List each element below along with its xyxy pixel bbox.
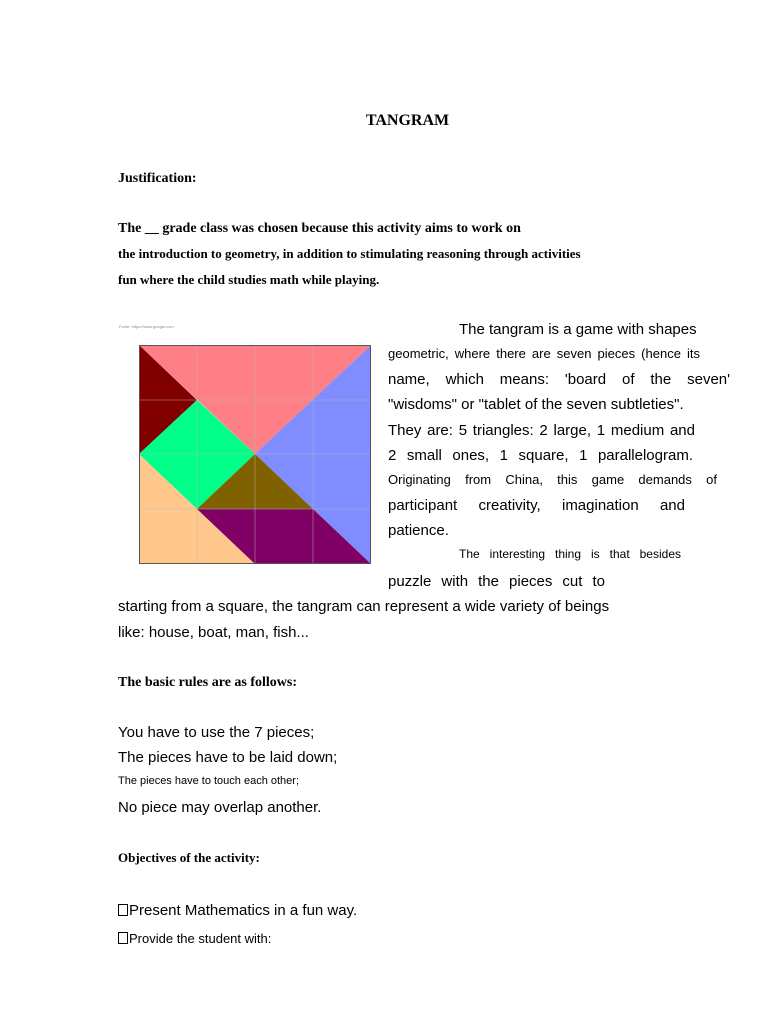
description-line-11: puzzle with the pieces cut to <box>388 573 605 590</box>
rule-item-2: The pieces have to be laid down; <box>118 749 338 766</box>
figure-caption: Fonte: https://www.google.com <box>119 324 174 329</box>
description-line-7: Originating from China, this game demands of <box>388 472 717 487</box>
checkbox-icon <box>118 904 128 916</box>
description-line-12: starting from a square, the tangram can represent a wide variety of beings <box>118 598 610 615</box>
justification-line-2: the introduction to geometry, in addition to stimulating reasoning through activities <box>118 246 581 261</box>
rule-item-1: You have to use the 7 pieces; <box>118 724 315 741</box>
description-line-5: They are: 5 triangles: 2 large, 1 medium and <box>388 422 695 439</box>
justification-heading: Justification: <box>118 171 197 186</box>
rule-item-3: The pieces have to touch each other; <box>118 775 300 787</box>
rules-heading: The basic rules are as follows: <box>118 675 298 690</box>
description-line-9: patience. <box>388 522 449 539</box>
objectives-heading: Objectives of the activity: <box>118 850 260 865</box>
description-line-4: "wisdoms" or "tablet of the seven subtleties". <box>388 396 684 413</box>
description-line-1: The tangram is a game with shapes <box>459 321 697 338</box>
objective-item-1: Present Mathematics in a fun way. <box>118 902 357 919</box>
justification-line-1: The __ grade class was chosen because this activity aims to work on <box>118 221 521 236</box>
description-line-13: like: house, boat, man, fish... <box>118 624 309 641</box>
justification-line-3: fun where the child studies math while playing. <box>118 272 380 287</box>
rule-item-4: No piece may overlap another. <box>118 799 322 816</box>
description-line-2: geometric, where there are seven pieces (hence its <box>388 346 700 361</box>
tangram-figure <box>139 345 371 564</box>
description-line-10: The interesting thing is that besides <box>459 547 681 561</box>
checkbox-icon <box>118 932 128 944</box>
description-line-3: name, which means: 'board of the seven' <box>388 371 730 388</box>
page-title: TANGRAM <box>365 112 450 129</box>
description-line-8: participant creativity, imagination and <box>388 497 685 514</box>
description-line-6: 2 small ones, 1 square, 1 parallelogram. <box>388 447 693 464</box>
objective-item-2: Provide the student with: <box>118 931 271 946</box>
